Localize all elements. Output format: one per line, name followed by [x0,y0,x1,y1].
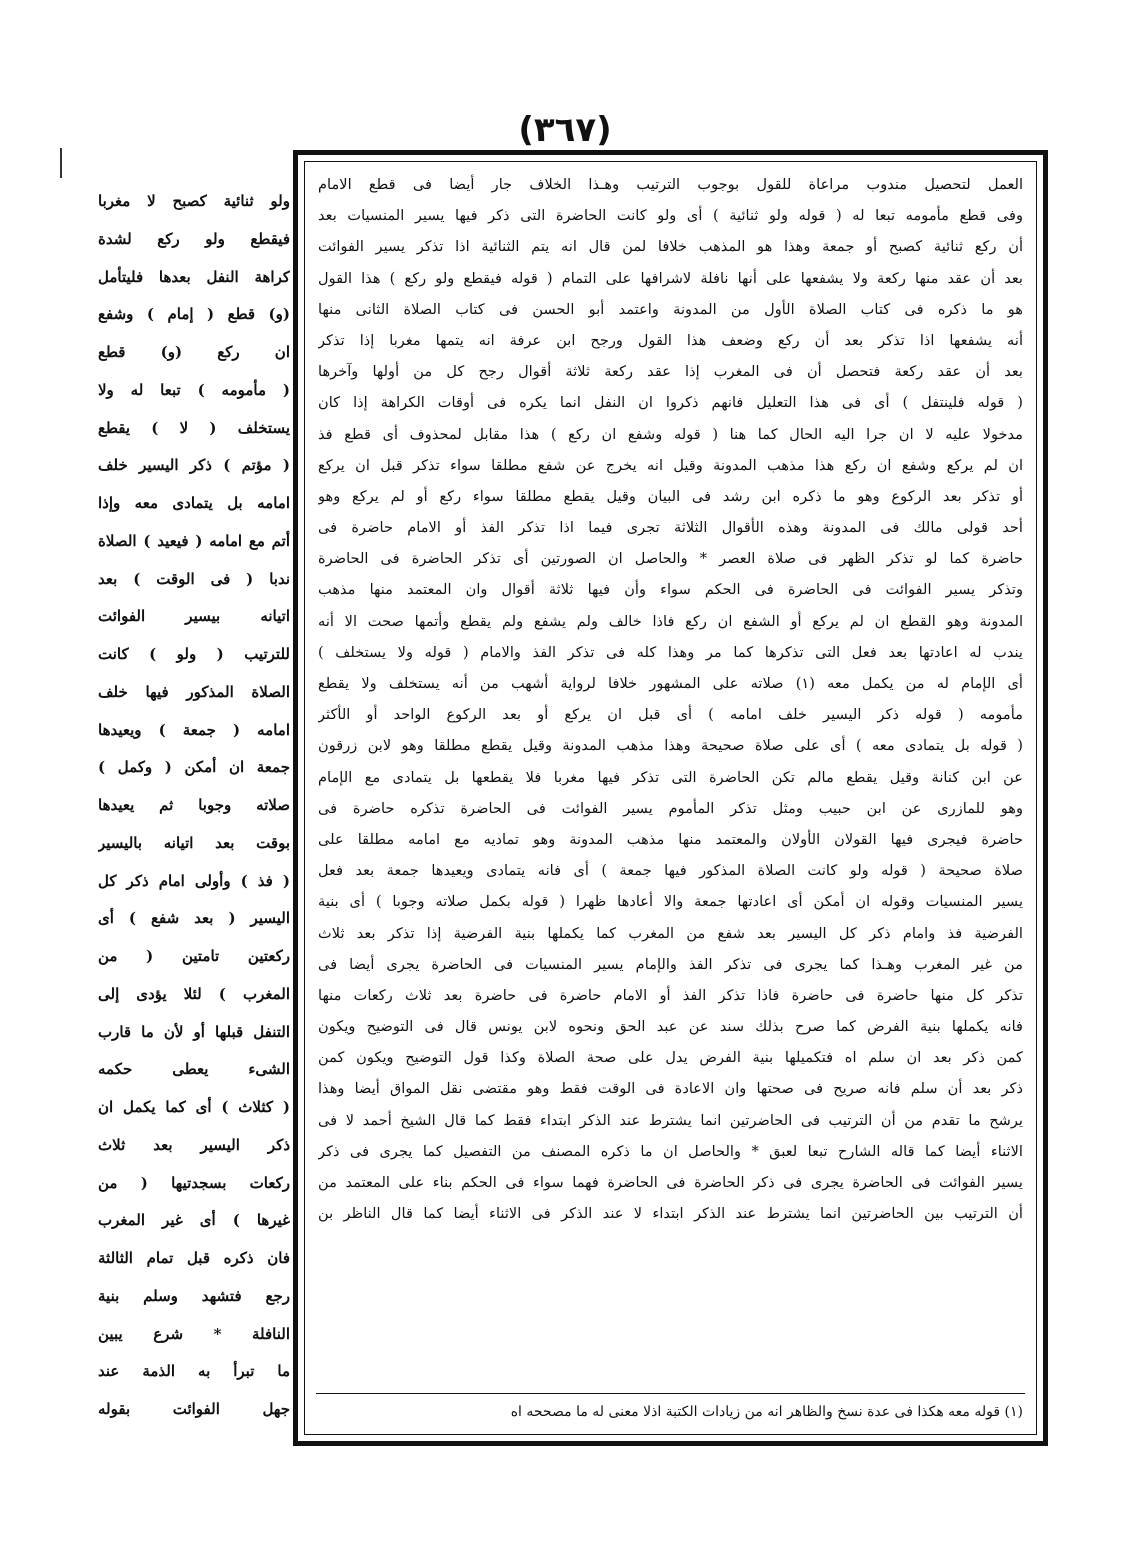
commentary-line: أن ركع ثنائية كصبح أو جمعة وهذا هو المذهب خلافا لمن قال انه يتم الثنائية اذا تذكر يسير الفوائت [318,238,1023,256]
matn-line: فان ذكره قبل تمام الثالثة [98,1249,290,1267]
commentary-line: يندب له اعادتها بعد فعل التى تذكرها كما مر وهذا كله فى تذكر الفذ والامام ( قوله ولا يستخلف ) [318,643,1023,661]
commentary-line: ( قوله بل يتمادى معه ) أى على صلاة صحيحة وهذا مذهب المدونة وقيل يقطع مطلقا وهو لابن زرقون [318,737,1023,755]
matn-line: رجع فتشهد وسلم بنية [98,1286,290,1305]
footnote: (١) قوله معه هكذا فى عدة نسخ والظاهر انه من زيادات الكتبة اذلا معنى له ما مصححه اه [510,1404,1023,1420]
matn-line: ان ركع (و) قطع [98,343,290,361]
matn-line: امامه ( جمعة ) ويعيدها [98,720,290,739]
commentary-line: أى الإمام له من يكمل معه (١) صلاته على المشهور خلافا لرواية أشهب من أنه يستخلف ولا يقطع [318,675,1023,692]
matn-line: ( مأمومه ) تبعا له ولا [98,380,290,399]
matn-line: صلاته وجوبا ثم يعيدها [98,796,290,814]
matn-line: النافلة * شرع يبين [98,1324,290,1343]
matn-line: ركعات بسجدتيها ( من [98,1173,290,1192]
matn-line: يستخلف ( لا ) يقطع [98,418,290,437]
commentary-line: عن ابن كنانة وقيل يقطع مالم تكن الحاضرة التى تذكر فيها مغربا فلا يقطعها بل يتمادى مع الإمام [318,768,1023,786]
matn-line: الصلاة المذكور فيها خلف [98,682,290,701]
commentary-line: مدخولا عليه لا ان جرا اليه الحال كما هنا ( قوله وشفع ان ركع ) هذا مقابل لمحذوف أى قطع فذ [318,425,1023,443]
matn-line: ( فذ ) وأولى امام ذكر كل [98,871,290,890]
matn-line: كراهة النفل بعدها فليتأمل [98,267,290,286]
commentary-line: كمن ذكر بعد ان سلم اه فتكميلها بنية الفرض يدل على صحة الصلاة وكذا قول التوضيح ويكون كمن [318,1049,1023,1067]
page-number: (٣٦٧) [518,110,612,150]
commentary-line: ( قوله فلينتفل ) أى فى هذا التعليل فانهم ذكروا ان النفل انما يكره فى أوقات الكراهة إذا كان [318,394,1023,412]
commentary-frame [293,150,1048,1446]
commentary-line: مأمومه ( قوله ذكر اليسير خلف امامه ) أى قبل ان يركع أو بعد الركوع الواحد أو الأكثر [318,706,1023,724]
commentary-line: العمل لتحصيل مندوب مراعاة للقول بوجوب الترتيب وهـذا الخلاف جار أيضا فى قطع الامام [318,176,1023,193]
commentary-line: أن الترتيب بين الحاضرتين انما يشترط عند الذكر ابتداء لا عند الذكر فى الاثناء أيضا كما قال الناظر بن [318,1205,1023,1223]
matn-line: المغرب ) لئلا يؤدى إلى [98,984,290,1003]
matn-line: ما تبرأ به الذمة عند [98,1362,290,1381]
footnote-divider [316,1393,1025,1394]
commentary-line: من غير المغرب وهـذا كما يجرى فى تذكر الفذ والإمام يسير المنسيات فى الحاضرة يجرى أيضا فى [318,955,1023,973]
matn-line: ولو ثنائية كصبح لا مغربا [98,192,290,210]
commentary-line: حاضرة فيجرى فيها القولان الأولان والمعتمد منها مذهب المدونة وهو تماديه مع امامه مطلقا على [318,830,1023,848]
matn-line: ( مؤتم ) ذكر اليسير خلف [98,456,290,475]
matn-line: أتم مع امامه ( فيعيد ) الصلاة [98,531,290,550]
matn-line: التنفل قبلها أو لأن ما قارب [98,1022,290,1041]
matn-line: بوقت بعد اتيانه باليسير [98,833,290,852]
matn-line: للترتيب ( ولو ) كانت [98,645,290,663]
commentary-line: فانه يكملها بنية الفرض كما صرح بذلك سند عن عبد الحق ونحوه لابن يونس قال فى التوضيح ويكون [318,1018,1023,1036]
matn-line: غيرها ) أى غير المغرب [98,1211,290,1230]
matn-line: فيقطع ولو ركع لشدة [98,229,290,248]
scan-edge-mark [60,148,62,178]
matn-line: جهل الفوائت بقوله [98,1400,290,1418]
commentary-line: صلاة صحيحة ( قوله ولو كانت الصلاة المذكور فيها جمعة ) أى فانه يتمادى ويعيدها جمعة بعد فعل [318,862,1023,880]
commentary-line: يسير المنسيات وقوله ان أمكن أى اعادتها جمعة والا أعادها ظهرا ( قوله بكمل صلاته وجوبا ) أى بنية [318,893,1023,911]
commentary-line: يسير الفوائت فى الحاضرة يجرى فى ذكر الحاضرة فى الحاضرة فهما سواء فى الحكم بناء على المعتمد من [318,1174,1023,1191]
commentary-line: بعد أن عقد ركعة فتحصل أن فى المغرب إذا عقد ركعة ثلاثة أقوال رجح كل من أولها وآخرها [318,363,1023,381]
commentary-line: أنه يشفعها اذا تذكر بعد أن ركع وضعف هذا القول ورجح ابن عرفة انه يتمها مغربا إذا تذكر [318,331,1023,349]
commentary-line: الاثناء أيضا كما قاله الشارح تبعا لعبق * والحاصل ان ما ذكره المصنف من التفصيل كما يجرى فى ذكر [318,1142,1023,1160]
commentary-line: تذكر كل منها حاضرة فى حاضرة فاذا تذكر الفذ أو الامام حاضرة فى حاضرة بعد ثلاث ركعات منها [318,986,1023,1004]
matn-line: اليسير ( بعد شفع ) أى [98,909,290,928]
matn-line: ندبا ( فى الوقت ) بعد [98,569,290,588]
commentary-line: أحد قولى مالك فى المدونة وهذه الأقوال الثلاثة تجرى فيما اذا تذكر الفذ أو الامام حاضرة فى [318,519,1023,537]
commentary-line: حاضرة كما لو تذكر الظهر فى صلاة العصر * والحاصل ان الصورتين أى تذكر الحاضرة فى الحاضرة [318,550,1023,568]
commentary-line: يرشح ما تقدم من أن الترتيب فى الحاضرتين انما يشترط عند الذكر ابتداء فقط كما قال الشيخ أحمد لا فى [318,1111,1023,1129]
commentary-line: ان لم يركع وشفع ان ركع هذا مذهب المدونة وقيل انه يخرج عن شفع مطلقا سواء تذكر قبل ان يركع [318,456,1023,474]
matn-line: الشىء يعطى حكمه [98,1060,290,1079]
commentary-text [318,169,1023,1385]
commentary-line: وتذكر يسير الفوائت فى الحاضرة فى الحكم سواء وأن فيها ثلاثة أقوال وان المعتمد منها مذهب [318,581,1023,599]
matn-line: جمعة ان أمكن ( وكمل ) [98,758,290,777]
commentary-line: المدونة وهو القطع ان لم يركع أو الشفع ان ركع فاذا خالف ولم يشفع ولم يقطع وأتمها صحت الا أنه [318,612,1023,630]
commentary-line: أو تذكر بعد الركوع وهو ما ذكره ابن رشد فى البيان وقيل يقطع مطلقا سواء ركع أو لم يركع وهو [318,487,1023,505]
commentary-line: وهو للمازرى عن ابن حبيب ومثل تذكر المأموم يسير الفوائت فى الحاضرة تذكره حاضرة فى [318,799,1023,817]
commentary-line: ذكر بعد أن سلم فانه صريح فى صحتها وان الاعادة فى الوقت فقط وهو مقتضى نقل المواق أيضا وهذا [318,1080,1023,1098]
matn-line: ركعتين تامتين ( من [98,947,290,965]
matn-line: (و) قطع ( إمام ) وشفع [98,305,290,324]
commentary-line: وفى قطع مأمومه تبعا له ( قوله ولو ثنائية ) أى ولو كانت الحاضرة التى ذكر فيها يسير المنسيات بعد [318,207,1023,225]
matn-line: امامه بل يتمادى معه وإذا [98,494,290,512]
commentary-line: هو ما ذكره فى كتاب الصلاة الأول من المدونة واعتمد أبو الحسن فى كتاب الصلاة الثانى منها [318,300,1023,318]
matn-line: اتيانه بيسير الفوائت [98,607,290,626]
commentary-line: الفرضية فذ وامام ذكر كل اليسير بعد شفع من المغرب كما يكملها بنية الفرضية إذا تذكر بعد ثلاث [318,924,1023,942]
matn-column [98,183,290,1418]
matn-line: ( كثلاث ) أى كما يكمل ان [98,1098,290,1116]
commentary-line: بعد أن عقد منها ركعة ولا يشفعها على أنها نافلة لاشرافها على التمام ( قوله فيقطع ولو ركع ) هذا القول [318,269,1023,287]
matn-line: ذكر اليسير بعد ثلاث [98,1135,290,1154]
